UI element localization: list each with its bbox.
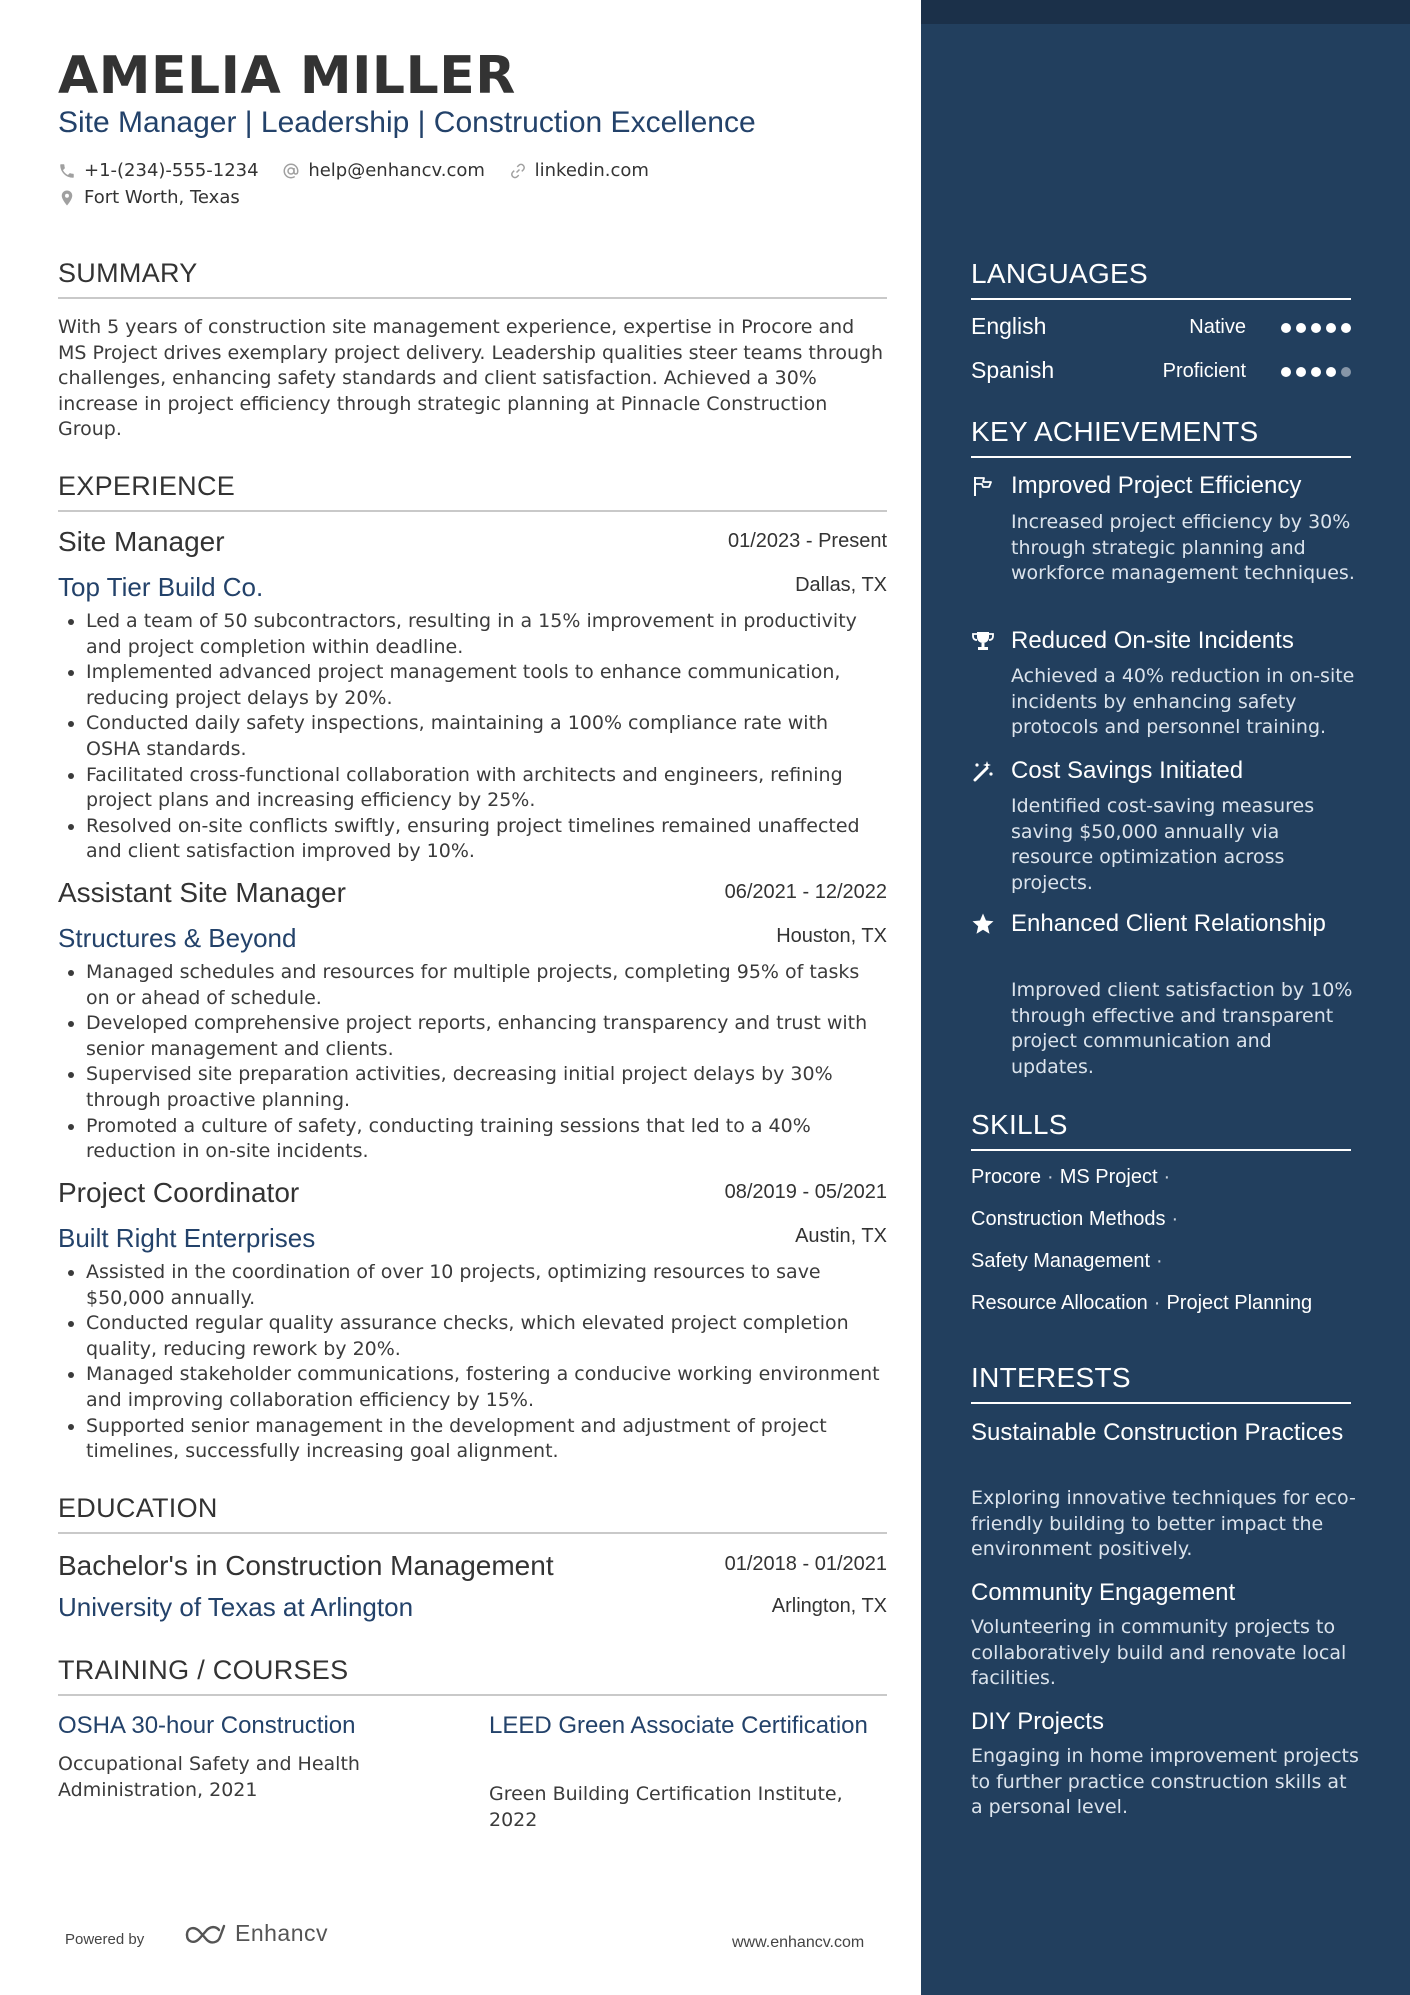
skill-tag: Procore <box>971 1166 1042 1188</box>
rating-dot <box>1341 323 1351 333</box>
achievement-title: Improved Project Efficiency <box>1011 472 1302 499</box>
candidate-name: AMELIA MILLER <box>58 46 516 106</box>
summary-title: SUMMARY <box>58 258 887 299</box>
achievement-desc: Achieved a 40% reduction in on-site incidents by enhancing safety protocols and personnel training. <box>1011 665 1355 739</box>
interest-title: Community Engagement <box>971 1579 1236 1606</box>
skill-tag: MS Project <box>1059 1166 1158 1188</box>
skill-tag: Construction Methods <box>971 1208 1166 1230</box>
headline: Site Manager | Leadership | Construction Excellence <box>58 106 756 139</box>
star-icon <box>971 912 995 936</box>
achievements-title: KEY ACHIEVEMENTS <box>971 416 1351 458</box>
bullet-item: • Led a team of 50 subcontractors, resulting in a 15% improvement in productivity and project completion within deadline. <box>86 609 887 660</box>
enhancv-logo-icon <box>183 1921 231 1947</box>
job-location: Dallas, TX <box>795 574 887 596</box>
phone[interactable] <box>58 160 259 181</box>
achievement-title: Cost Savings Initiated <box>1011 757 1244 784</box>
school-location: Arlington, TX <box>771 1595 887 1617</box>
rating-dot <box>1281 323 1291 333</box>
skill-separator: · <box>1156 1250 1163 1272</box>
school-name: University of Texas at Arlington <box>58 1592 414 1622</box>
skill-tag: Safety Management <box>971 1250 1150 1272</box>
job-title: Site Manager <box>58 526 225 557</box>
achievement-desc: Identified cost-saving measures saving $50,000 annually via resource optimization across projects. <box>1011 795 1315 894</box>
interests-title: INTERESTS <box>971 1362 1351 1404</box>
achievement-desc: Improved client satisfaction by 10% through effective and transparent project communication and updates. <box>1011 979 1353 1078</box>
job-location: Houston, TX <box>776 925 887 947</box>
bullet-item: • Resolved on-site conflicts swiftly, ensuring project timelines remained unaffected and client satisfaction improved by 10%. <box>86 814 887 865</box>
link-icon <box>509 162 527 180</box>
bullet-item: • Promoted a culture of safety, conducting training sessions that led to a 40% reduction in on-site incidents. <box>86 1114 887 1165</box>
skills-line <box>971 1292 1312 1315</box>
rating-dot <box>1311 323 1321 333</box>
email[interactable] <box>282 160 485 181</box>
bullet-item: • Implemented advanced project management tools to enhance communication, reducing project delays by 20%. <box>86 660 887 711</box>
interest-desc: Engaging in home improvement projects to further practice construction skills at a personal level. <box>971 1745 1359 1819</box>
course-desc: Occupational Safety and Health Administration, 2021 <box>58 1753 360 1801</box>
contact-row <box>58 160 667 185</box>
trophy-icon <box>971 629 995 653</box>
job-title: Project Coordinator <box>58 1177 300 1208</box>
company-name: Structures & Beyond <box>58 923 297 953</box>
bullet-item: • Conducted regular quality assurance checks, which elevated project completion quality, reducing rework by 20%. <box>86 1311 887 1362</box>
skills-line <box>971 1250 1169 1273</box>
course-title: OSHA 30-hour Construction <box>58 1712 356 1739</box>
language-name: Spanish <box>971 357 1055 383</box>
achievement-title: Reduced On-site Incidents <box>1011 627 1294 654</box>
rating-dot <box>1326 367 1336 377</box>
company-name: Built Right Enterprises <box>58 1223 316 1253</box>
email-text: help@enhancv.com <box>308 160 485 181</box>
at-icon <box>282 162 300 180</box>
education-dates: 01/2018 - 01/2021 <box>724 1553 887 1575</box>
language-name: English <box>971 313 1047 339</box>
language-rating <box>1281 367 1351 377</box>
degree: Bachelor's in Construction Management <box>58 1550 554 1581</box>
job-dates: 08/2019 - 05/2021 <box>724 1181 887 1203</box>
phone-text: +1-(234)-555-1234 <box>84 160 259 181</box>
interest-title: Sustainable Construction Practices <box>971 1419 1344 1446</box>
job-title: Assistant Site Manager <box>58 877 346 908</box>
skill-separator: · <box>1171 1208 1179 1230</box>
skill-separator: · <box>1047 1166 1054 1188</box>
job-location: Austin, TX <box>795 1225 887 1247</box>
education-title: EDUCATION <box>58 1493 887 1534</box>
location-text: Fort Worth, Texas <box>84 187 240 208</box>
language-row <box>971 357 1351 387</box>
bullet-item: • Supervised site preparation activities, decreasing initial project delays by 30% through proactive planning. <box>86 1062 887 1113</box>
magic-wand-icon <box>971 759 995 783</box>
linkedin-text: linkedin.com <box>534 160 649 181</box>
sidebar <box>921 0 1410 1995</box>
location-pin-icon <box>58 189 76 207</box>
job-dates: 01/2023 - Present <box>728 530 887 552</box>
bullet-item: • Supported senior management in the development and adjustment of project timelines, successfully increasing goal alignment. <box>86 1414 887 1465</box>
location <box>58 187 240 208</box>
language-level: Native <box>1189 316 1246 338</box>
bullet-item: • Managed schedules and resources for multiple projects, completing 95% of tasks on or ahead of schedule. <box>86 960 887 1011</box>
bullet-item: • Developed comprehensive project reports, enhancing transparency and trust with senior management and clients. <box>86 1011 887 1062</box>
phone-icon <box>58 162 76 180</box>
bullet-item: • Managed stakeholder communications, fostering a conducive working environment and improving collaboration efficiency by 15%. <box>86 1362 887 1413</box>
bullet-item: • Facilitated cross-functional collaboration with architects and engineers, refining project plans and increasing efficiency by 25%. <box>86 763 887 814</box>
linkedin[interactable] <box>509 160 649 181</box>
experience-title: EXPERIENCE <box>58 471 887 512</box>
job-bullets <box>58 1260 887 1465</box>
footer-url[interactable]: www.enhancv.com <box>732 1934 865 1951</box>
rating-dot <box>1296 323 1306 333</box>
training-title: TRAINING / COURSES <box>58 1655 887 1696</box>
skills-line <box>971 1166 1176 1189</box>
rating-dot <box>1296 367 1306 377</box>
achievement-desc: Increased project efficiency by 30% through strategic planning and workforce management techniques. <box>1011 511 1355 585</box>
interest-title: DIY Projects <box>971 1708 1104 1735</box>
interest-desc: Exploring innovative techniques for eco-friendly building to better impact the environment positively. <box>971 1487 1356 1561</box>
job-bullets <box>58 960 887 1165</box>
sidebar-top-band <box>921 0 1410 24</box>
flag-icon <box>971 474 995 498</box>
interest-desc: Volunteering in community projects to collaboratively build and renovate local facilities. <box>971 1616 1347 1690</box>
achievement-title: Enhanced Client Relationship <box>1011 910 1326 937</box>
language-level: Proficient <box>1162 360 1246 382</box>
course-desc: Green Building Certification Institute, 2022 <box>489 1783 843 1831</box>
skill-separator: · <box>1153 1292 1161 1314</box>
skill-tag: Resource Allocation <box>971 1292 1148 1314</box>
skills-line <box>971 1208 1184 1231</box>
summary-text: With 5 years of construction site management experience, expertise in Procore and MS Project drives exemplary project delivery. Leadership qualities steer teams through challenges, enhancing safety standards and client satisfaction. Achieved a 30% increase in project efficiency through strategic planning at Pinnacle Construction Group. <box>58 316 884 441</box>
bullet-item: • Assisted in the coordination of over 10 projects, optimizing resources to save $50,000 annually. <box>86 1260 887 1311</box>
skill-tag: Project Planning <box>1166 1292 1313 1314</box>
job-bullets <box>58 609 887 865</box>
rating-dot <box>1326 323 1336 333</box>
rating-dot <box>1311 367 1321 377</box>
language-rating <box>1281 323 1351 333</box>
bullet-item: • Conducted daily safety inspections, maintaining a 100% compliance rate with OSHA standards. <box>86 711 887 762</box>
course-title: LEED Green Associate Certification <box>489 1712 868 1739</box>
brand-name: Enhancv <box>235 1920 329 1946</box>
company-name: Top Tier Build Co. <box>58 572 264 602</box>
location-row <box>58 187 258 212</box>
rating-dot <box>1281 367 1291 377</box>
skills-title: SKILLS <box>971 1109 1351 1151</box>
brand-logo[interactable] <box>183 1920 328 1947</box>
job-dates: 06/2021 - 12/2022 <box>724 881 887 903</box>
rating-dot <box>1341 367 1351 377</box>
language-row <box>971 313 1351 343</box>
powered-by: Powered by <box>65 1931 145 1948</box>
skill-separator: · <box>1163 1166 1171 1188</box>
languages-title: LANGUAGES <box>971 258 1351 300</box>
